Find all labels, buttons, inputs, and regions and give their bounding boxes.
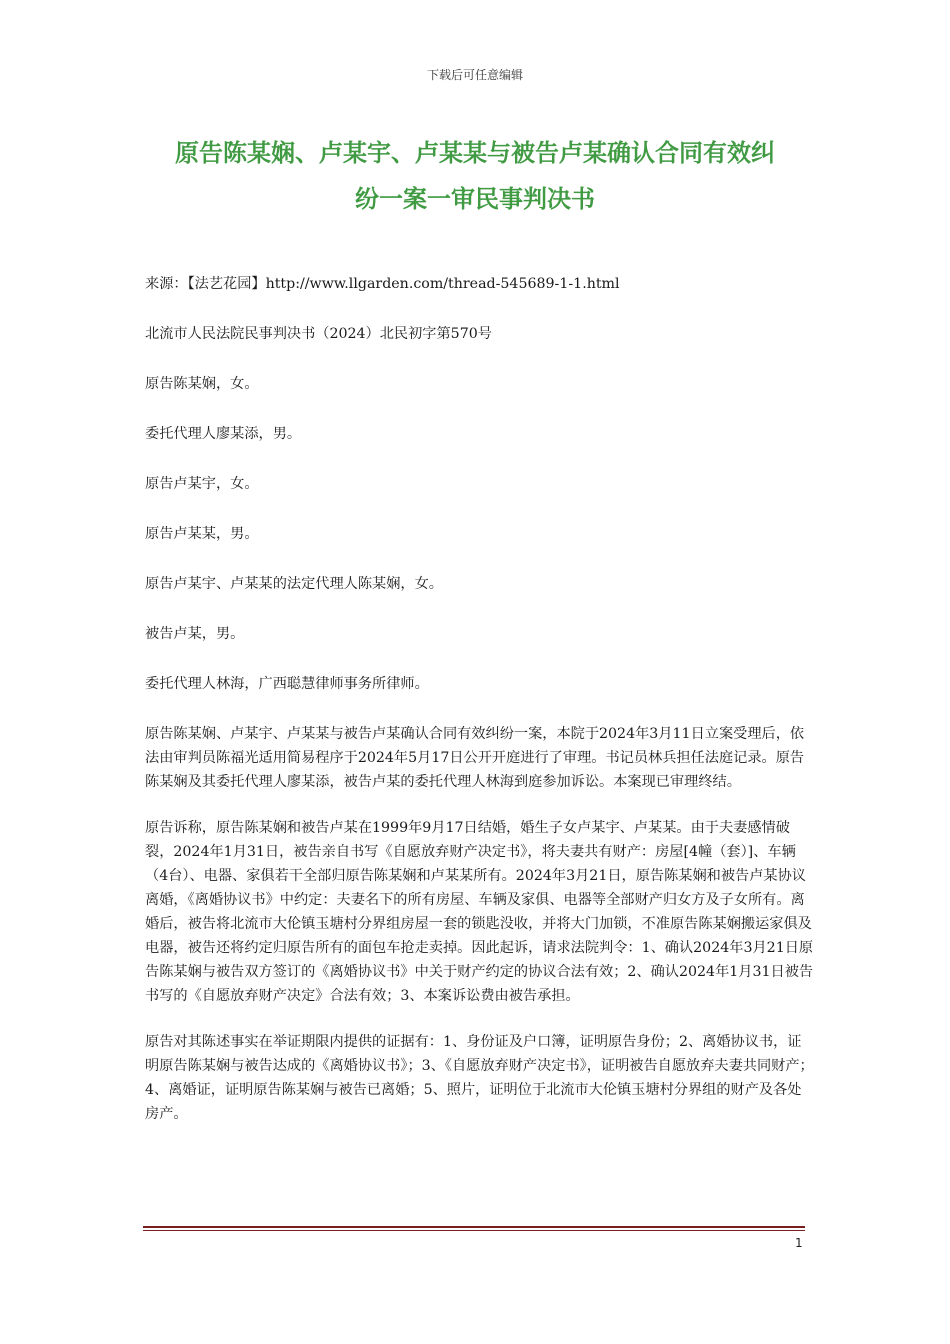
page-number: 1 (795, 1236, 803, 1250)
document-title (120, 130, 830, 222)
case-summary-paragraph: 原告陈某娴、卢某宇、卢某某与被告卢某确认合同有效纠纷一案，本院于2024年3月11日立案受理后，依法由审判员陈福光适用简易程序于2024年5月17日公开开庭进行了审理。书记员林兵担任法庭记录。原告陈某娴及其委托代理人廖某添，被告卢某的委托代理人林海到庭参加诉讼。本案现已审理终结。 (145, 726, 805, 790)
title-line-1: 原告陈某娴、卢某宇、卢某某与被告卢某确认合同有效纠 (175, 139, 775, 167)
footer-divider (143, 1226, 805, 1228)
document-body (145, 272, 815, 1148)
party-line: 委托代理人林海，广西聪慧律师事务所律师。 (145, 676, 429, 692)
party-line: 原告卢某宇，女。 (145, 476, 259, 492)
header-note: 下载后可任意编辑 (426, 68, 523, 82)
evidence-paragraph: 原告对其陈述事实在举证期限内提供的证据有：1、身份证及户口簿，证明原告身份；2、离婚协议书，证明原告陈某娴与被告达成的《离婚协议书》；3、《自愿放弃财产决定书》，证明被告自愿放弃夫妻共同财产；4、离婚证，证明原告陈某娴与被告已离婚；5、照片，证明位于北流市大伦镇玉塘村分界组的财产及各处房产。 (145, 1034, 814, 1122)
party-line: 原告卢某某，男。 (145, 526, 259, 542)
party-line: 原告陈某娴，女。 (145, 376, 259, 392)
party-line: 原告卢某宇、卢某某的法定代理人陈某娴，女。 (145, 576, 443, 592)
plaintiff-claim-paragraph: 原告诉称，原告陈某娴和被告卢某在1999年9月17日结婚，婚生子女卢某宇、卢某某。由于夫妻感情破裂，2024年1月31日，被告亲自书写《自愿放弃财产决定书》，将夫妻共有财产：房屋[4幢（套）]、车辆（4台）、电器、家俱若干全部归原告陈某娴和卢某某所有。2024年3月21日，原告陈某娴和被告卢某协议离婚，《离婚协议书》中约定：夫妻名下的所有房屋、车辆及家俱、电器等全部财产归女方及子女所有。离婚后，被告将北流市大伦镇玉塘村分界组房屋一套的锁匙没收，并将大门加锁，不准原告陈某娴搬运家俱及电器，被告还将约定归原告所有的面包车抢走卖掉。因此起诉，请求法院判令：1、确认2024年3月21日原告陈某娴与被告双方签订的《离婚协议书》中关于财产约定的协议合法有效；2、确认2024年1月31日被告书写的《自愿放弃财产决定》合法有效；3、本案诉讼费由被告承担。 (145, 820, 814, 1004)
source-line: 来源：【法艺花园】http://www.llgarden.com/thread-545689-1-1.html (145, 276, 620, 292)
case-number: 北流市人民法院民事判决书（2024）北民初字第570号 (145, 326, 492, 342)
party-line: 被告卢某，男。 (145, 626, 245, 642)
footer-divider-thin (143, 1230, 805, 1231)
title-line-2: 纷一案一审民事判决书 (355, 185, 595, 213)
party-line: 委托代理人廖某添，男。 (145, 426, 302, 442)
